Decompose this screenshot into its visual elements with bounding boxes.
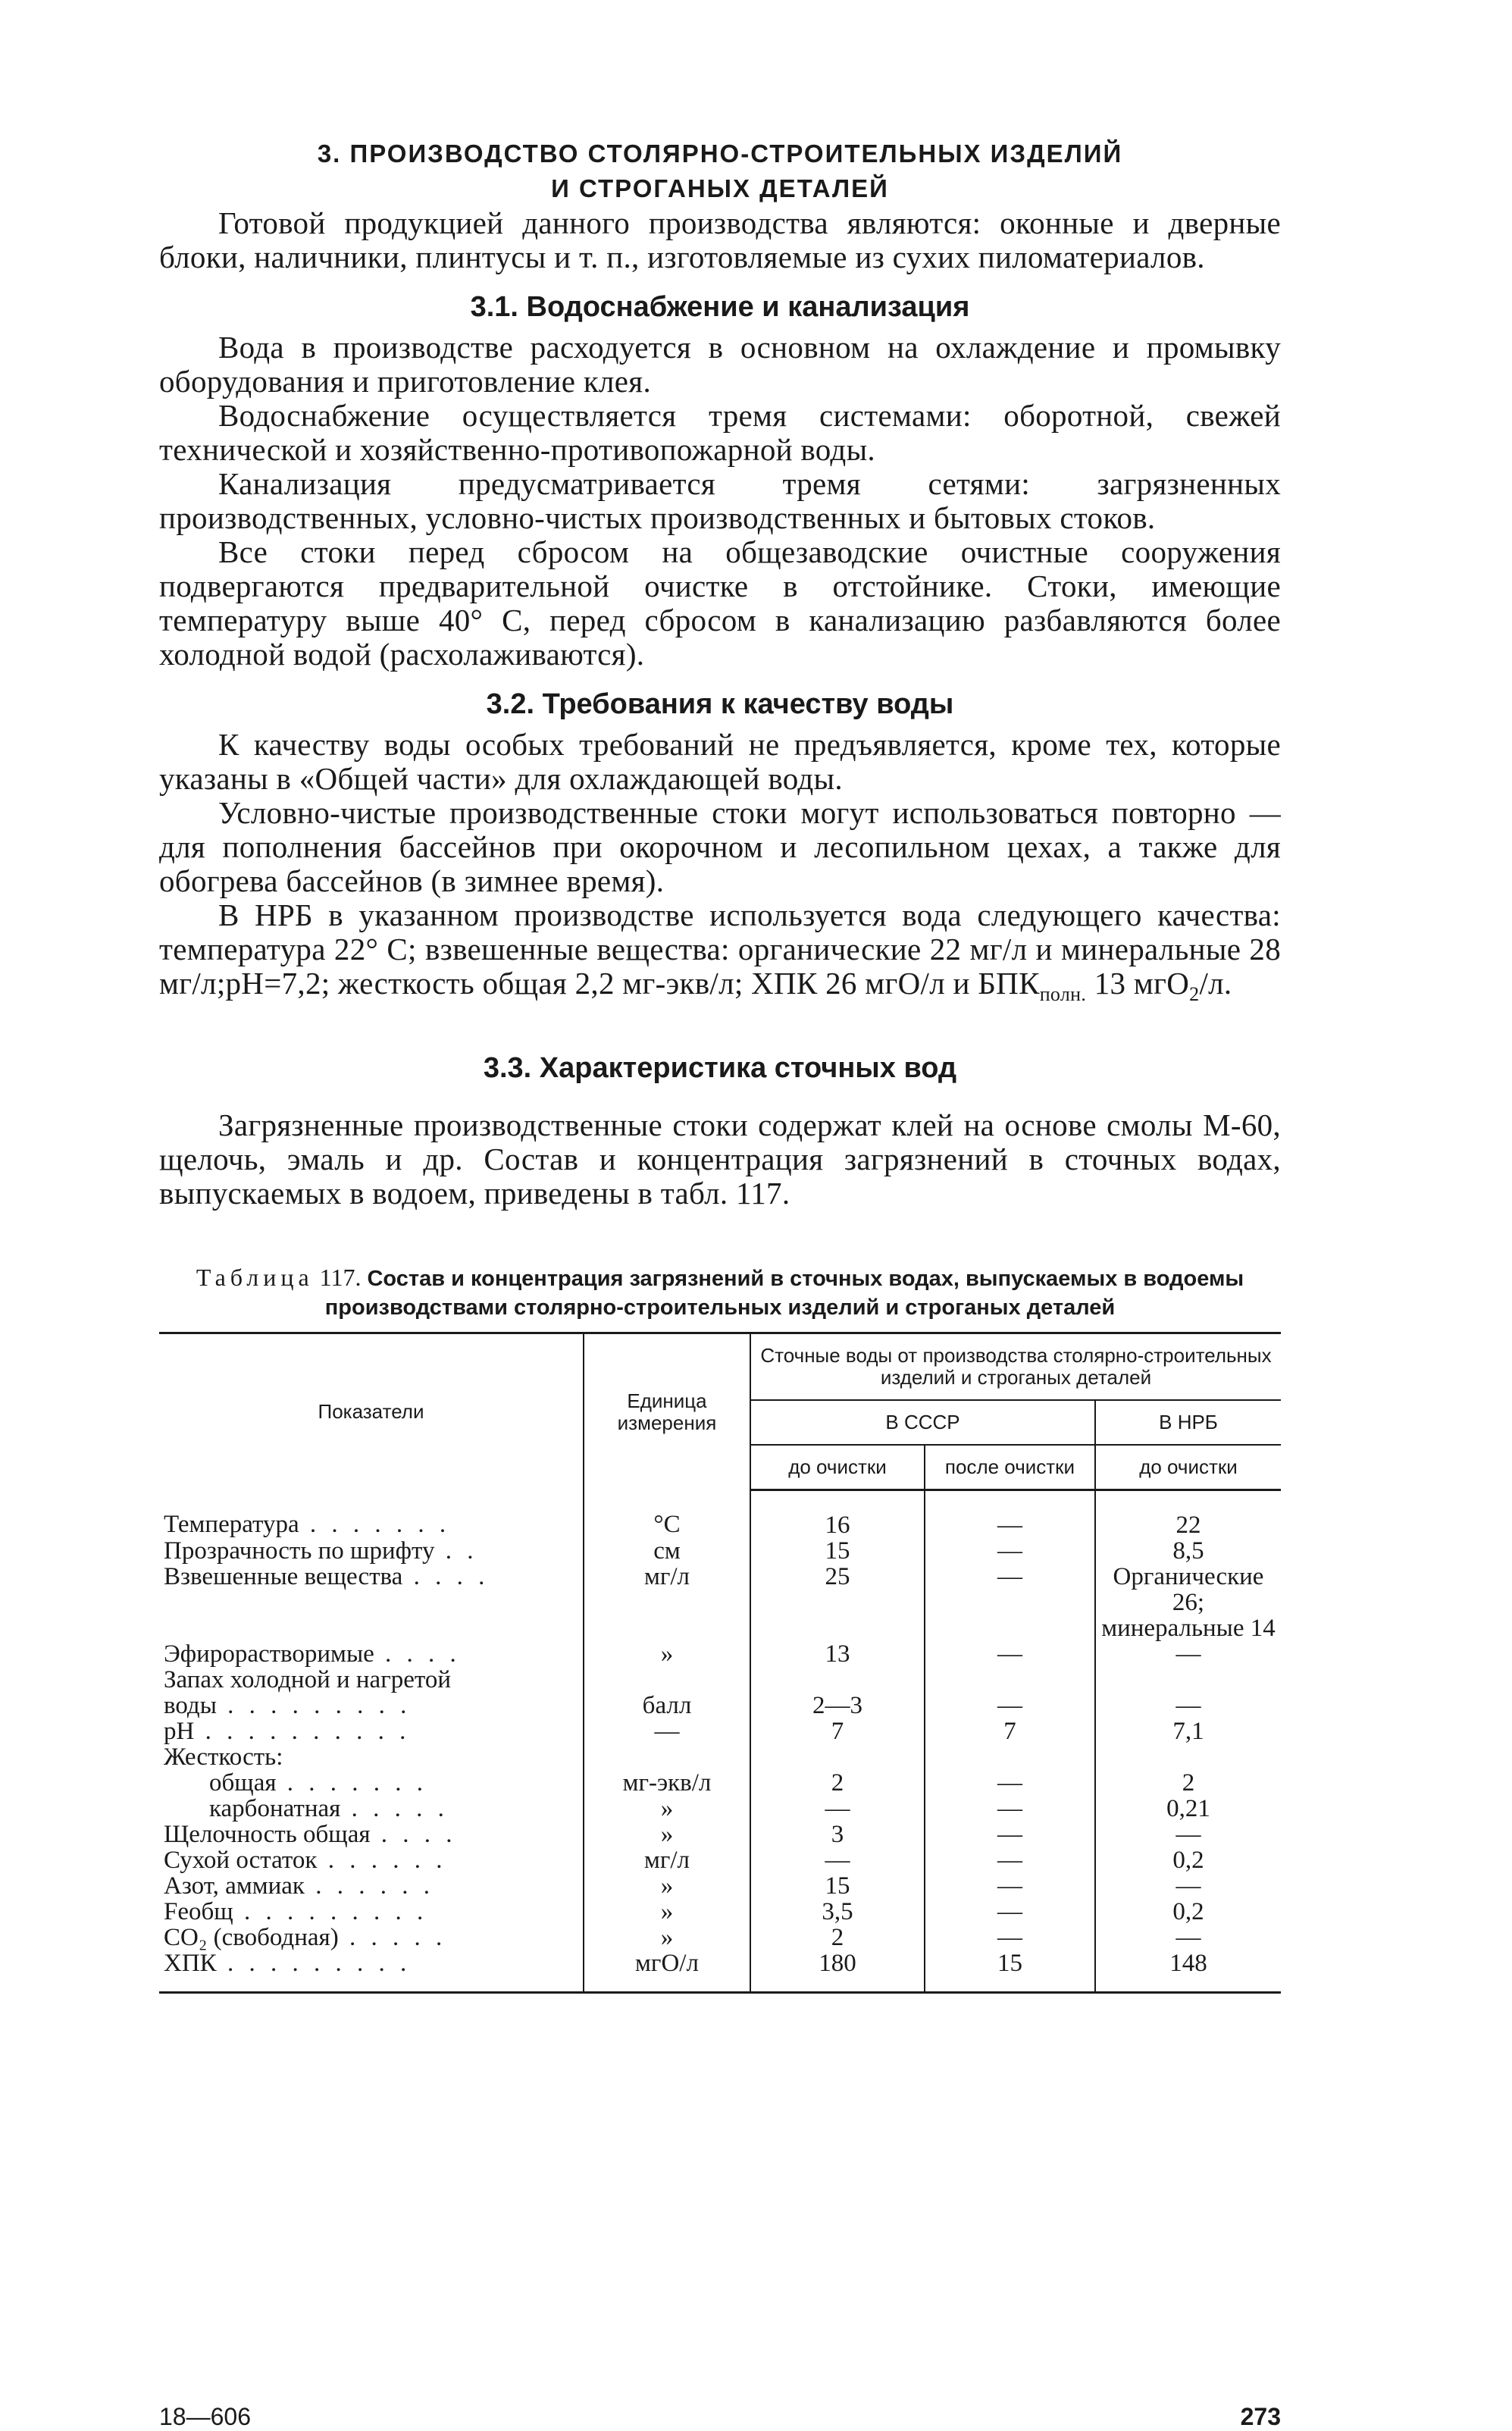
row-unit: мг-экв/л (584, 1770, 750, 1796)
value-nrb-before (1095, 1744, 1281, 1770)
row-unit: °С (584, 1490, 750, 1539)
row-unit: » (584, 1899, 750, 1925)
section-title-line2: И СТРОГАНЫХ ДЕТАЛЕЙ (551, 174, 889, 202)
value-ussr-before: 3,5 (750, 1899, 925, 1925)
paragraph: Вода в производстве расходуется в основном на охлаждение и промывку оборудования и приготовление клея. (159, 330, 1281, 399)
row-label-text: Взвешенные вещества (164, 1564, 403, 1591)
paragraph: Загрязненные производственные стоки содержат клей на основе смолы М-60, щелочь, эмаль и др. Состав и концентрация загрязнений в сточных водах, выпускаемых в водоем, приведены в табл. 117. (159, 1107, 1281, 1211)
row-label (159, 1847, 584, 1873)
intro-paragraph: Готовой продукцией данного производства являются: оконные и дверные блоки, наличники, плинтусы и т. п., изготовляемые из сухих пиломатериалов. (159, 205, 1281, 274)
value-ussr-after: — (925, 1693, 1095, 1718)
row-leader-dots: . . . . . . . . . (216, 1950, 412, 1978)
row-label (159, 1950, 584, 1993)
value-ussr-after: — (925, 1796, 1095, 1822)
value-ussr-after: 7 (925, 1718, 1095, 1744)
row-label (159, 1564, 584, 1641)
section-title-line1: 3. ПРОИЗВОДСТВО СТОЛЯРНО-СТРОИТЕЛЬНЫХ ИЗДЕЛИЙ (317, 139, 1123, 168)
header-indicator: Показатели (318, 1400, 424, 1424)
table-row (159, 1873, 1281, 1899)
table-row (159, 1899, 1281, 1925)
value-ussr-after: — (925, 1873, 1095, 1899)
table-caption-text: Состав и концентрация загрязнений в сточных водах, выпускаемых в водоемы производствами столярно-строительных изделий и строганых деталей (324, 1267, 1244, 1320)
paragraph: Канализация предусматривается тремя сетями: загрязненных производственных, условно-чистых производственных и бытовых стоков. (159, 466, 1281, 535)
row-label (159, 1796, 584, 1822)
value-ussr-after: — (925, 1641, 1095, 1667)
row-label-text: Запах холодной и нагретой (164, 1667, 452, 1693)
row-label (159, 1770, 584, 1796)
value-nrb-before: 0,2 (1095, 1899, 1281, 1925)
row-unit: » (584, 1925, 750, 1950)
row-label-text: общая (209, 1770, 277, 1797)
table-row (159, 1822, 1281, 1847)
row-label-text: рН (164, 1718, 195, 1745)
value-nrb-before: — (1095, 1873, 1281, 1899)
table-row (159, 1770, 1281, 1796)
row-label-text: Эфирорастворимые (164, 1641, 374, 1668)
row-label-text: Прозрачность по шрифту (164, 1538, 435, 1565)
row-unit (584, 1744, 750, 1770)
table-caption-prefix: Таблица (196, 1264, 314, 1292)
value-nrb-before: — (1095, 1641, 1281, 1667)
value-ussr-before: 180 (750, 1950, 925, 1993)
value-ussr-after: — (925, 1847, 1095, 1873)
value-ussr-after: 15 (925, 1950, 1095, 1993)
value-ussr-after (925, 1667, 1095, 1693)
row-leader-dots: . . . . (374, 1641, 461, 1668)
value-ussr-before: 25 (750, 1564, 925, 1641)
row-label (159, 1718, 584, 1744)
value-ussr-before: 3 (750, 1822, 925, 1847)
row-label (159, 1873, 584, 1899)
table-row (159, 1950, 1281, 1993)
value-ussr-after: — (925, 1770, 1095, 1796)
row-unit: мг/л (584, 1564, 750, 1641)
table-row (159, 1718, 1281, 1744)
table-row (159, 1847, 1281, 1873)
value-ussr-before: 2—3 (750, 1693, 925, 1718)
paragraph: Все стоки перед сбросом на общезаводские очистные сооружения подвергаются предварительной очистке в отстойнике. Стоки, имеющие температуру выше 40° С, перед сбросом в канализацию разбавляются более холодной водой (расхолаживаются). (159, 534, 1281, 672)
value-ussr-before: — (750, 1847, 925, 1873)
paragraph: Условно-чистые производственные стоки могут использоваться повторно — для пополнения бассейнов при окорочном и лесопильном цехах, а также для обогрева бассейнов (в зимнее время). (159, 795, 1281, 898)
value-ussr-after: — (925, 1564, 1095, 1641)
row-leader-dots: . . . . . . (317, 1847, 447, 1874)
row-label-text: Температура (164, 1510, 299, 1538)
row-unit: » (584, 1873, 750, 1899)
table-row (159, 1744, 1281, 1770)
value-ussr-before: 2 (750, 1925, 925, 1950)
table-row (159, 1564, 1281, 1641)
row-label-text: Азот, аммиак (164, 1873, 305, 1900)
header-after: после очистки (925, 1445, 1095, 1490)
table-row (159, 1641, 1281, 1667)
row-label (159, 1667, 584, 1693)
table-caption-number: 117. (319, 1264, 362, 1292)
row-label-text: ХПК (164, 1950, 217, 1978)
value-ussr-after: — (925, 1822, 1095, 1847)
row-unit: мгО/л (584, 1950, 750, 1993)
paragraph-water-quality: В НРБ в указанном производстве используется вода следующего качества: температура 22° С; взвешенные вещества: органические 22 мг/л и минеральные 28 мг/л;pH=7,2; жесткость общая 2,2 мг-экв/л; ХПК 26 мгО/л и $БПК_{полн.}$ 13 мгО$_2$/л. (159, 898, 1281, 1006)
row-unit: мг/л (584, 1847, 750, 1873)
subsection-title-3-3: 3.3. Характеристика сточных вод (483, 1052, 957, 1085)
row-unit: » (584, 1796, 750, 1822)
value-nrb-before: 22 (1095, 1490, 1281, 1539)
header-unit: Единица измерения (584, 1333, 750, 1490)
row-leader-dots: . . . . . . . . . (216, 1693, 412, 1719)
value-ussr-before: 16 (750, 1490, 925, 1539)
row-label-text: карбонатная (209, 1796, 341, 1822)
value-nrb-before: 0,2 (1095, 1847, 1281, 1873)
row-label (159, 1899, 584, 1925)
page-number: 273 (1240, 2403, 1281, 2430)
value-ussr-before: 7 (750, 1718, 925, 1744)
row-label (159, 1490, 584, 1539)
row-label-text: Feобщ (164, 1899, 233, 1925)
value-ussr-after: — (925, 1490, 1095, 1539)
value-ussr-after: — (925, 1538, 1095, 1564)
document-page (159, 136, 1281, 2430)
header-group: Сточные воды от производства столярно-строительных изделий и строганых деталей (750, 1333, 1281, 1401)
value-nrb-before: Органические 26; минеральные 14 (1095, 1564, 1281, 1641)
row-label (159, 1538, 584, 1564)
value-nrb-before: — (1095, 1693, 1281, 1718)
row-leader-dots: . . . . (370, 1822, 457, 1848)
row-leader-dots: . . . . . . . . . (233, 1899, 428, 1925)
row-leader-dots: . . (434, 1538, 478, 1565)
row-leader-dots: . . . . . . . . . . (194, 1718, 411, 1745)
table-row (159, 1796, 1281, 1822)
row-label-text: Щелочность общая (164, 1822, 371, 1848)
row-label (159, 1925, 584, 1950)
header-before: до очистки (750, 1445, 925, 1490)
value-nrb-before (1095, 1667, 1281, 1693)
paragraph: К качеству воды особых требований не предъявляется, кроме тех, которые указаны в «Общей части» для охлаждающей воды. (159, 727, 1281, 796)
subsection-title-3-1: 3.1. Водоснабжение и канализация (470, 291, 970, 323)
table-row (159, 1925, 1281, 1950)
row-label (159, 1693, 584, 1718)
value-nrb-before: 7,1 (1095, 1718, 1281, 1744)
row-unit: » (584, 1822, 750, 1847)
signature-mark: 18—606 (159, 2403, 251, 2430)
value-ussr-after (925, 1744, 1095, 1770)
subsection-title-3-2: 3.2. Требования к качеству воды (486, 688, 954, 720)
row-leader-dots: . . . . . . . (299, 1510, 451, 1538)
row-unit: » (584, 1641, 750, 1667)
table-row (159, 1538, 1281, 1564)
value-nrb-before: 2 (1095, 1770, 1281, 1796)
table-row (159, 1693, 1281, 1718)
value-ussr-before: 15 (750, 1538, 925, 1564)
row-unit: см (584, 1538, 750, 1564)
row-unit: — (584, 1718, 750, 1744)
value-nrb-before: 8,5 (1095, 1538, 1281, 1564)
header-nrb: В НРБ (1095, 1400, 1281, 1445)
row-label (159, 1641, 584, 1667)
row-leader-dots: . . . . (402, 1564, 490, 1591)
value-ussr-before: 15 (750, 1873, 925, 1899)
value-ussr-before: 2 (750, 1770, 925, 1796)
value-ussr-before (750, 1744, 925, 1770)
row-leader-dots: . . . . . (340, 1796, 449, 1822)
value-nrb-before: — (1095, 1822, 1281, 1847)
row-leader-dots: . . . . . (338, 1925, 447, 1951)
row-label (159, 1744, 584, 1770)
row-unit: балл (584, 1693, 750, 1718)
row-label (159, 1822, 584, 1847)
table-row (159, 1490, 1281, 1539)
table-body (159, 1490, 1281, 1993)
row-label-text: Сухой остаток (164, 1847, 318, 1874)
value-ussr-before: — (750, 1796, 925, 1822)
value-nrb-before: 148 (1095, 1950, 1281, 1993)
row-label-text: воды (164, 1693, 217, 1719)
header-ussr: В СССР (750, 1400, 1095, 1445)
row-leader-dots: . . . . . . . (276, 1770, 428, 1797)
value-ussr-after: — (925, 1899, 1095, 1925)
value-ussr-after: — (925, 1925, 1095, 1950)
pollutants-table (159, 1332, 1281, 1994)
table-caption (189, 1264, 1251, 1321)
row-label-text: Жесткость: (164, 1744, 283, 1771)
row-unit (584, 1667, 750, 1693)
header-before-nrb: до очистки (1095, 1445, 1281, 1490)
row-leader-dots: . . . . . . (304, 1873, 434, 1900)
table-row (159, 1667, 1281, 1693)
value-ussr-before: 13 (750, 1641, 925, 1667)
row-label-text: СО₂ (свободная) (164, 1925, 339, 1951)
value-ussr-before (750, 1667, 925, 1693)
value-nrb-before: — (1095, 1925, 1281, 1950)
paragraph: Водоснабжение осуществляется тремя системами: оборотной, свежей технической и хозяйственно-противопожарной воды. (159, 398, 1281, 467)
value-nrb-before: 0,21 (1095, 1796, 1281, 1822)
